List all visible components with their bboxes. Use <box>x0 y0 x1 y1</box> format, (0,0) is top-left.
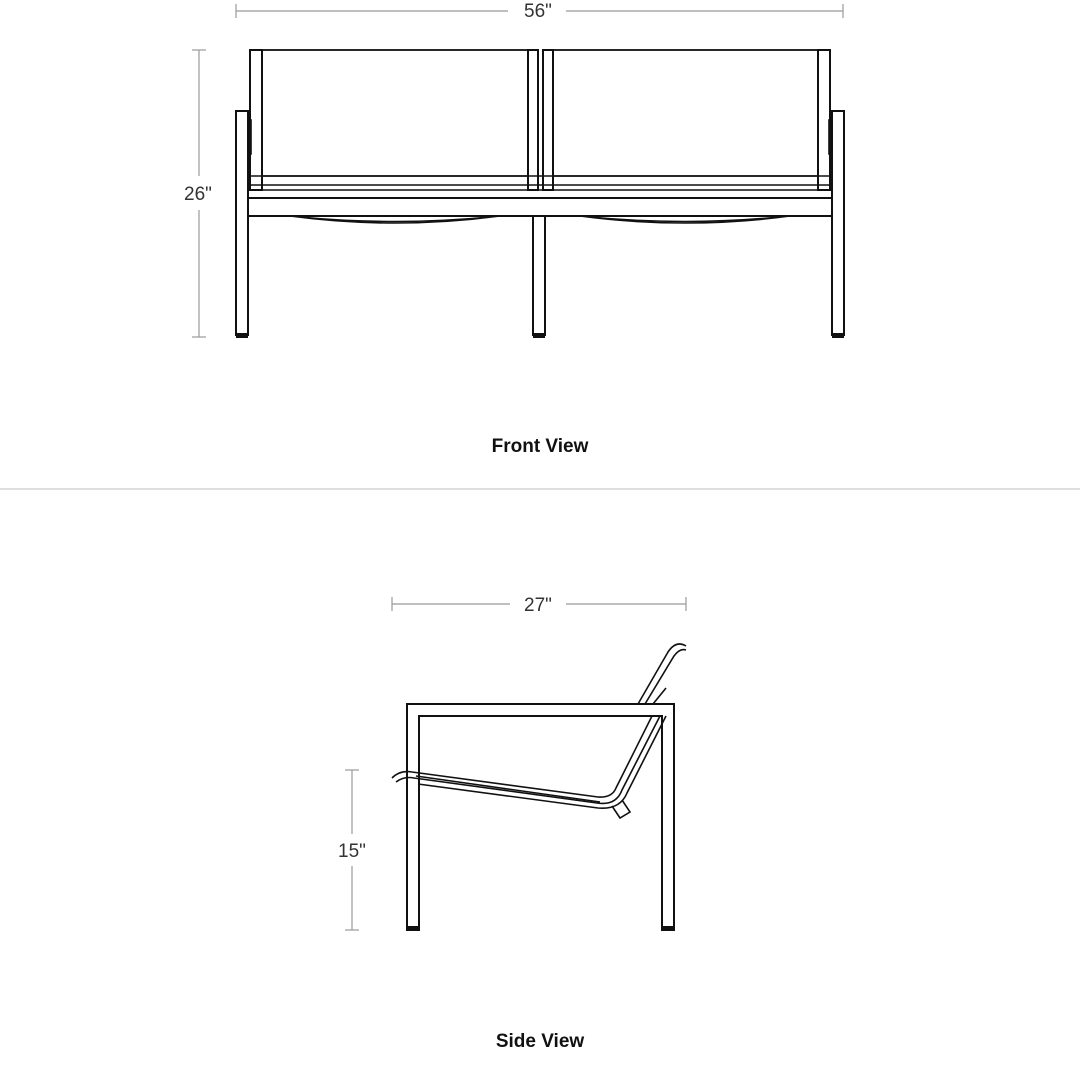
side-view <box>338 595 686 1052</box>
sofa-side-drawing <box>392 644 686 931</box>
front-width-label: 56" <box>524 1 552 22</box>
front-height-dimension <box>184 50 212 337</box>
side-depth-dimension <box>392 595 686 616</box>
sofa-front-drawing <box>236 50 844 338</box>
side-depth-label: 27" <box>524 595 552 616</box>
front-width-dimension <box>236 1 843 22</box>
front-view <box>184 1 844 457</box>
side-view-title: Side View <box>495 1031 585 1052</box>
front-view-title: Front View <box>491 436 589 457</box>
side-seat-height-dimension <box>338 770 366 930</box>
front-height-label: 26" <box>184 184 212 205</box>
side-seat-height-label: 15" <box>338 841 366 862</box>
